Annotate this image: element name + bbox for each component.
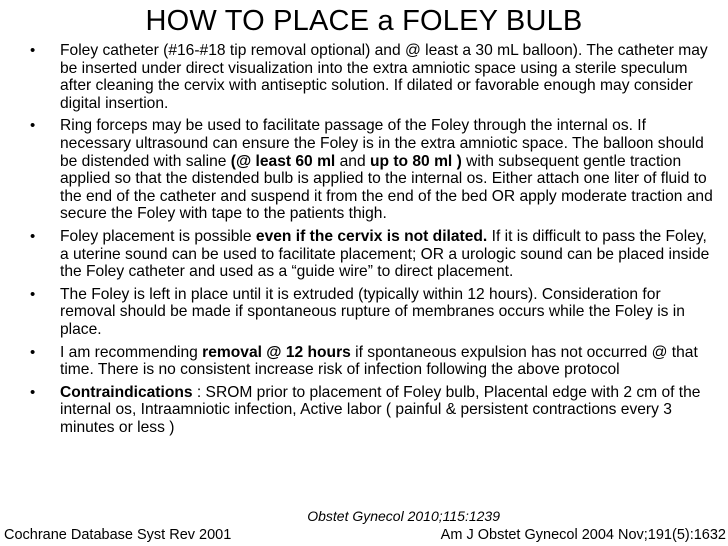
bullet-emphasis: even if the cervix is not dilated. xyxy=(255,227,488,245)
citation-am-j-obstet-gynecol: Am J Obstet Gynecol 2004 Nov;191(5):1632 xyxy=(440,527,726,543)
bullet-list xyxy=(28,42,718,441)
bullet-item-placement xyxy=(28,228,718,281)
bullet-item-left-in-place xyxy=(28,286,718,339)
bullet-dot-icon: • xyxy=(30,383,36,401)
citation-obstet-gynecol-2010: Obstet Gynecol 2010;115:1239 xyxy=(307,508,500,524)
bullet-text: I am recommending xyxy=(60,343,203,361)
bullet-item-catheter xyxy=(28,42,718,112)
bullet-text: and xyxy=(335,152,370,170)
bullet-item-ring-forceps xyxy=(28,117,718,223)
bullet-dot-icon: • xyxy=(30,227,36,245)
bullet-item-contraindications xyxy=(28,384,718,437)
bullet-text: Ring forceps may be used to facilitate passage of the Foley through the internal os. If necessary ultrasound can ensure the Foley is in the extra amniotic space. The balloon should be distended with saline xyxy=(60,117,704,170)
bullet-dot-icon: • xyxy=(30,117,36,135)
bullet-text: Foley placement is possible xyxy=(60,227,256,245)
bullet-emphasis: up to 80 ml ) xyxy=(369,152,462,170)
citation-cochrane: Cochrane Database Syst Rev 2001 xyxy=(4,527,232,543)
bullet-text: with subsequent gentle traction applied so that the distended bulb is applied to the internal os. Either attach one liter of fluid to the end of the catheter and suspend it from the end of the bed OR apply moderate traction and secure the Foley with tape to the patients thigh. xyxy=(60,152,713,223)
bullet-text: If it is difficult to pass the Foley, a uterine sound can be used to facilitate placement; OR a urologic sound can be placed inside the Foley catheter and used as a “guide wire” to direct placement. xyxy=(60,227,710,281)
bullet-item-recommendation xyxy=(28,344,718,379)
bullet-emphasis: Contraindications xyxy=(60,383,193,401)
bullet-text: The Foley is left in place until it is extruded (typically within 12 hours). Consideration for removal should be made if spontaneous rupture of membranes occurs while the Foley is in place. xyxy=(60,285,685,338)
bullet-emphasis: removal @ 12 hours xyxy=(202,343,351,361)
bullet-text: if spontaneous expulsion has not occurred @ that time. There is no consistent increase risk of infection following the above protocol xyxy=(60,343,698,379)
bullet-text: : SROM prior to placement of Foley bulb, Placental edge with 2 cm of the internal os, Intraamniotic infection, Active labor ( painful & persistent contractions every 3 minutes or less ) xyxy=(60,383,701,436)
bullet-dot-icon: • xyxy=(30,343,36,361)
bullet-dot-icon: • xyxy=(30,42,36,59)
bullet-text: Foley catheter (#16-#18 tip removal optional) and @ least a 30 mL balloon). The catheter may be inserted under direct visualization into the extra amniotic space using a sterile speculum after cleaning the cervix with antiseptic solution. If dilated or favorable enough may consider digital insertion. xyxy=(60,42,708,112)
bullet-dot-icon: • xyxy=(30,285,36,303)
bullet-emphasis: (@ least 60 ml xyxy=(230,152,336,170)
slide-title: HOW TO PLACE a FOLEY BULB xyxy=(145,5,583,37)
